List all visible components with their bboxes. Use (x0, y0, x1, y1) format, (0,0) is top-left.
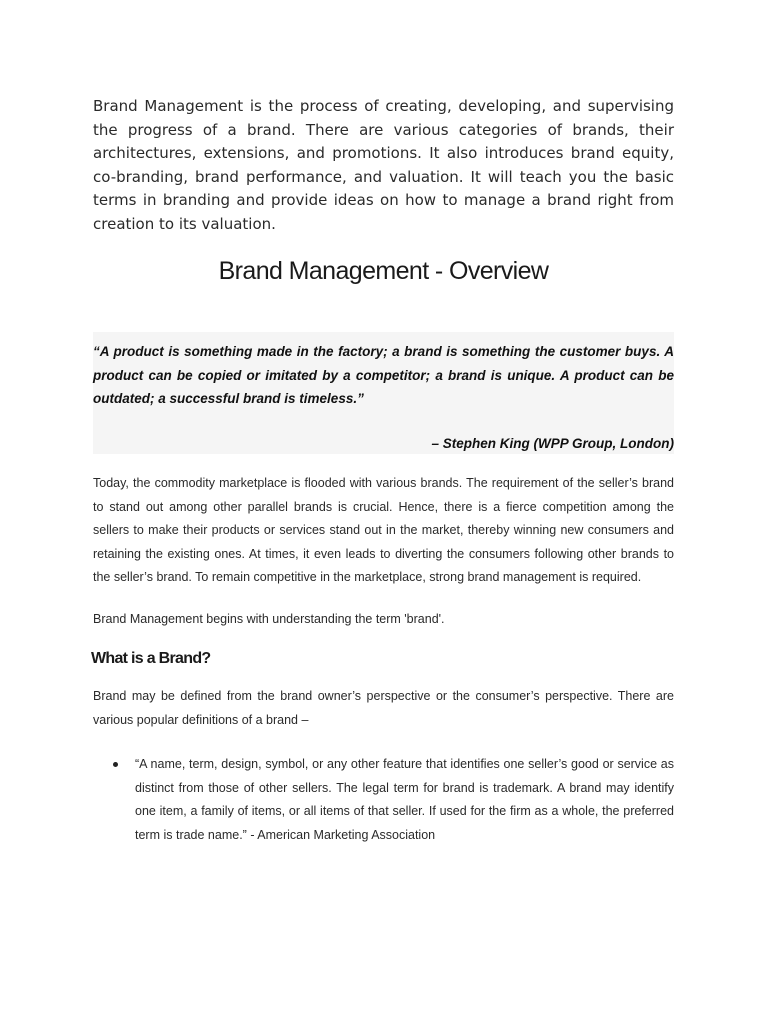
document-page (93, 95, 674, 847)
intro-paragraph: Brand Management is the process of creating, developing, and supervising the progress of a brand. There are various categories of brands, their architectures, extensions, and promotions. It also introduces brand equity, co-branding, brand performance, and valuation. It will teach you the basic terms in branding and provide ideas on how to manage a brand right from creation to its valuation. (93, 97, 674, 233)
definition-list (93, 753, 674, 847)
list-item (93, 753, 674, 847)
quote-block (93, 332, 674, 454)
quote-author: – Stephen King (WPP Group, London) (431, 436, 674, 451)
quote-text: “A product is something made in the factory; a brand is something the customer buys. A product can be copied or imitated by a competitor; a brand is unique. A product can be outdated; a successful brand is timeless.” (93, 344, 674, 406)
body-paragraph: Today, the commodity marketplace is flooded with various brands. The requirement of the seller’s brand to stand out among other parallel brands is crucial. Hence, there is a fierce competition among the sellers to make their products or services stand out in the market, thereby winning new consumers and retaining the existing ones. At times, it even leads to diverting the consumers following other brands to the seller’s brand. To remain competitive in the marketplace, strong brand management is required. (93, 476, 674, 584)
section-paragraph: Brand may be defined from the brand owner’s perspective or the consumer’s perspective. There are various popular definitions of a brand – (93, 689, 674, 727)
bullet-icon (113, 762, 118, 767)
page-title: Brand Management - Overview (218, 257, 549, 285)
body-paragraph: Brand Management begins with understanding the term 'brand'. (93, 611, 445, 626)
list-item-text: “A name, term, design, symbol, or any other feature that identifies one seller’s good or service as distinct from those of other sellers. The legal term for brand is trademark. A brand may identify one item, a family of items, or all items of that seller. If used for the firm as a whole, the preferred term is trade name.” - American Marketing Association (135, 757, 674, 842)
section-heading: What is a Brand? (91, 650, 211, 667)
